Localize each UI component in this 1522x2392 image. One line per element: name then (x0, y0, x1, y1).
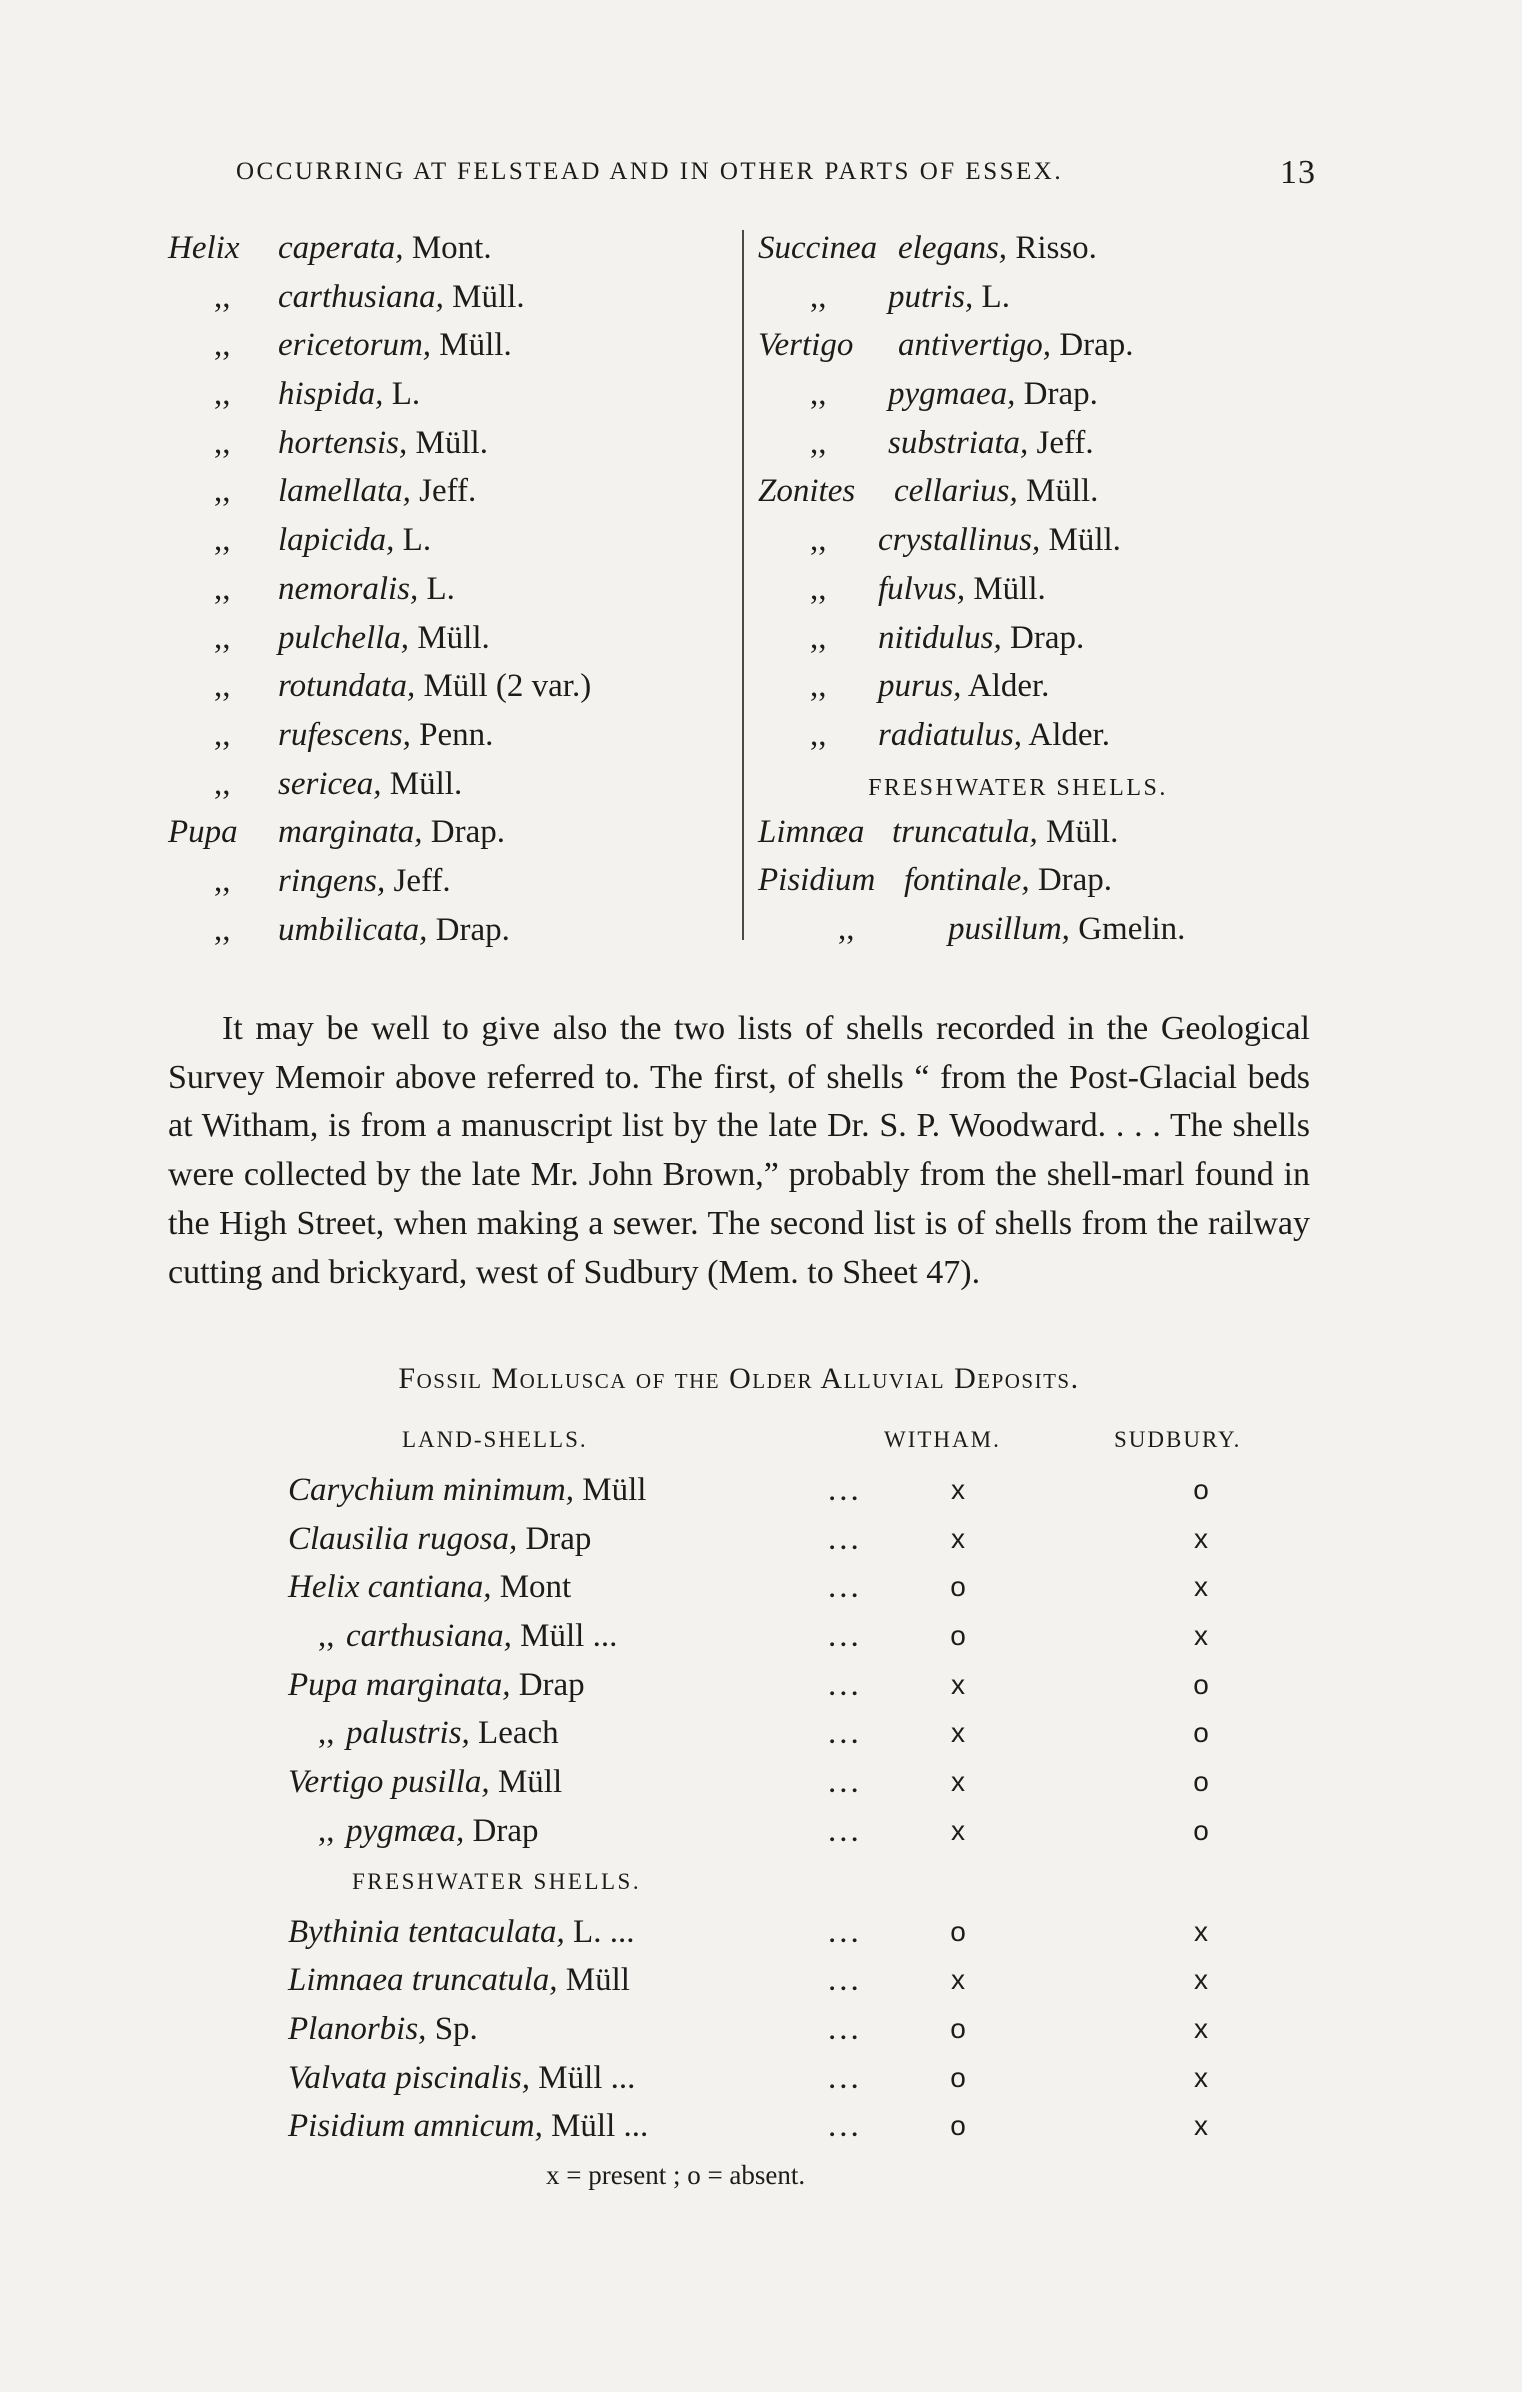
species-cell (288, 1956, 630, 2005)
species-entry (758, 711, 1358, 760)
ditto-mark: ,, (810, 278, 827, 315)
species-epithet: ericetorum, (278, 327, 432, 364)
species-name (278, 906, 510, 955)
species-author: Müll. (1017, 473, 1099, 510)
species-name (888, 419, 1094, 468)
leader-dots: ... (828, 1715, 862, 1752)
species-entry (758, 565, 1358, 614)
table-row (288, 1515, 1338, 1564)
species-entry (168, 370, 728, 419)
species-epithet: pygmaea, (888, 376, 1016, 413)
leader-dots: ... (828, 2059, 862, 2096)
species-entry (168, 760, 728, 809)
witham-cell: o (950, 2110, 966, 2142)
table-row (288, 1908, 1338, 1957)
witham-cell: o (950, 2012, 966, 2044)
species-epithet: truncatula, (892, 813, 1038, 850)
species-author: Alder. (961, 668, 1050, 705)
species-entry (758, 467, 1358, 516)
witham-cell: x (951, 1814, 965, 1846)
species-author: Jeff. (410, 473, 477, 510)
species-entry (168, 273, 728, 322)
species-epithet: caperata, (278, 230, 404, 266)
species-entry (168, 662, 728, 711)
species-name (894, 467, 1098, 516)
species-epithet: hortensis, (278, 424, 408, 461)
sudbury-cell: x (1194, 1964, 1208, 1996)
species-cell (288, 2005, 478, 2054)
body-paragraph (168, 1005, 1310, 1297)
species-author: Leach (469, 1715, 559, 1752)
ditto-mark: ,, (810, 424, 827, 461)
ditto-mark: ,, (214, 327, 231, 364)
genus-name: Pupa (168, 814, 238, 851)
species-epithet: substriata, (888, 424, 1029, 461)
species-author: Müll. (409, 619, 490, 656)
species-epithet: pusillum, (948, 910, 1070, 947)
ditto-mark: ,, (214, 278, 231, 315)
freshwater-subheading-text: FRESHWATER SHELLS. (352, 1868, 642, 1894)
table-row (288, 1807, 1338, 1856)
ditto-mark: ,, (318, 1812, 335, 1849)
species-cell (318, 1709, 559, 1758)
column-header-land-shells: LAND-SHELLS. (402, 1427, 588, 1452)
species-cell (318, 1807, 539, 1856)
species-author: Risso. (1007, 230, 1097, 266)
species-epithet: fontinale, (904, 862, 1030, 899)
species-entry (758, 662, 1358, 711)
ditto-mark: ,, (214, 522, 231, 559)
species-entry (168, 711, 728, 760)
species-entry (168, 614, 728, 663)
species-columns (168, 224, 1328, 994)
ditto-mark: ,, (810, 668, 827, 705)
witham-cell: x (951, 1766, 965, 1798)
species-italic: Vertigo pusilla, (288, 1764, 490, 1801)
sudbury-cell: o (1193, 1717, 1209, 1749)
species-author: Müll (557, 1962, 630, 1999)
mollusca-table (288, 1466, 1338, 2151)
witham-cell: x (951, 1474, 965, 1505)
witham-cell: o (950, 2061, 966, 2093)
species-name (278, 760, 462, 809)
species-entry (168, 224, 728, 273)
species-name (888, 370, 1098, 419)
species-epithet: purus, (878, 668, 962, 705)
species-italic: Bythinia tentaculata, (288, 1913, 565, 1950)
table-row (288, 1563, 1338, 1612)
species-cell (288, 1515, 591, 1564)
ditto-mark: ,, (318, 1618, 335, 1655)
witham-cell: o (950, 1571, 966, 1603)
species-name (878, 711, 1110, 760)
ditto-mark: ,, (810, 619, 827, 656)
species-entry (758, 273, 1358, 322)
species-entry (758, 614, 1358, 663)
leader-dots: ... (828, 1618, 862, 1655)
leader-dots: ... (828, 2010, 862, 2047)
species-name (278, 273, 525, 322)
ditto-mark: ,, (838, 910, 855, 947)
ditto-mark: ,, (214, 424, 231, 461)
leader-dots: ... (828, 1764, 862, 1801)
species-name (278, 467, 476, 516)
species-name (278, 224, 492, 273)
species-name (278, 321, 512, 370)
species-italic: Helix cantiana, (288, 1569, 492, 1606)
species-name (278, 711, 493, 760)
species-author: Müll. (965, 570, 1046, 607)
species-entry (758, 856, 1358, 905)
species-epithet: antivertigo, (898, 327, 1052, 364)
species-italic: Planorbis, (288, 2010, 427, 2047)
leader-dots: ... (828, 1666, 862, 1703)
species-author: Alder. (1021, 716, 1110, 753)
species-author: L. ... (564, 1913, 635, 1950)
species-epithet: pulchella, (278, 619, 410, 656)
species-author: Mont. (403, 230, 492, 266)
species-author: Drap. (422, 814, 506, 851)
species-italic: Clausilia rugosa, (288, 1520, 518, 1557)
species-name (278, 662, 591, 711)
species-author: Gmelin. (1069, 910, 1186, 947)
sudbury-cell: o (1193, 1474, 1209, 1505)
species-cell (288, 1661, 585, 1710)
species-author: Jeff. (1028, 424, 1094, 461)
running-title: OCCURRING AT FELSTEAD AND IN OTHER PARTS OF ESSEX. (236, 158, 1064, 185)
species-entry (758, 419, 1358, 468)
genus-name: Pisidium (758, 862, 876, 899)
sudbury-cell: o (1193, 1814, 1209, 1846)
species-entry (168, 565, 728, 614)
species-name (892, 808, 1118, 857)
leader-dots: ... (828, 1962, 862, 1999)
ditto-mark: ,, (214, 765, 231, 802)
species-epithet: rotundata, (278, 668, 416, 705)
genus-name: Succinea (758, 230, 878, 266)
species-name (278, 419, 488, 468)
species-author: Drap (517, 1520, 592, 1557)
species-author: Drap. (1001, 619, 1085, 656)
table-row (288, 2005, 1338, 2054)
sudbury-cell: x (1194, 2012, 1208, 2044)
species-epithet: nitidulus, (878, 619, 1002, 656)
species-epithet: fulvus, (878, 570, 966, 607)
species-epithet: putris, (888, 278, 974, 315)
species-author: Müll. (431, 327, 512, 364)
species-entry (758, 224, 1358, 273)
species-author: Müll. (381, 765, 463, 802)
ditto-mark: ,, (214, 619, 231, 656)
sudbury-cell: x (1194, 1571, 1208, 1603)
species-entry (758, 321, 1358, 370)
sudbury-cell: x (1194, 1620, 1208, 1652)
table-row (288, 1956, 1338, 2005)
page-number: 13 (1280, 154, 1316, 191)
species-italic: Pupa marginata, (288, 1666, 511, 1703)
species-epithet: carthusiana, (278, 278, 444, 315)
species-italic: Valvata piscinalis, (288, 2059, 530, 2096)
species-cell (288, 2102, 648, 2151)
species-author: Penn. (410, 716, 494, 753)
species-italic: Limnaea truncatula, (288, 1962, 558, 1999)
species-epithet: umbilicata, (278, 911, 428, 948)
species-author: Müll. (443, 278, 525, 315)
species-entry (168, 516, 728, 565)
sudbury-cell: o (1193, 1766, 1209, 1798)
ditto-mark: ,, (318, 1715, 335, 1752)
species-epithet: nemoralis, (278, 570, 419, 607)
species-name (278, 857, 451, 906)
genus-name: Limnæa (758, 813, 865, 850)
species-name (878, 662, 1049, 711)
species-name (888, 273, 1010, 322)
species-author: L. (973, 278, 1010, 315)
species-epithet: sericea, (278, 765, 382, 802)
sudbury-cell: o (1193, 1668, 1209, 1700)
species-entry (758, 516, 1358, 565)
species-author: Müll. (1040, 522, 1121, 559)
species-author: Drap (510, 1666, 585, 1703)
species-cell (288, 1908, 634, 1957)
sudbury-cell: x (1194, 2110, 1208, 2142)
species-name (948, 905, 1185, 954)
species-epithet: elegans, (898, 230, 1008, 266)
species-cell (288, 2054, 635, 2103)
left-species-list (168, 224, 728, 954)
species-italic: pygmæa, (346, 1812, 465, 1849)
species-author: L. (383, 376, 421, 413)
ditto-mark: ,, (214, 668, 231, 705)
ditto-mark: ,, (810, 376, 827, 413)
leader-dots: ... (828, 2108, 862, 2145)
species-name (278, 565, 455, 614)
ditto-mark: ,, (810, 522, 827, 559)
species-author: Müll ... (511, 1618, 618, 1655)
ditto-mark: ,, (214, 473, 231, 510)
species-name (278, 370, 420, 419)
freshwater-shells-heading: FRESHWATER SHELLS. (868, 774, 1168, 801)
species-cell (288, 1758, 562, 1807)
species-epithet: rufescens, (278, 716, 411, 753)
species-epithet: hispida, (278, 376, 384, 413)
species-entry (758, 370, 1358, 419)
species-entry (758, 808, 1358, 857)
species-author: Drap. (1015, 376, 1098, 413)
species-author: Müll ... (530, 2059, 636, 2096)
species-epithet: marginata, (278, 814, 423, 851)
species-epithet: radiatulus, (878, 716, 1022, 753)
species-author: Müll. (407, 424, 488, 461)
species-author: Mont (491, 1569, 572, 1606)
sudbury-cell: x (1194, 1522, 1208, 1554)
column-divider (742, 230, 744, 940)
species-name (278, 614, 490, 663)
table-legend: x = present ; o = absent. (546, 2160, 806, 2190)
ditto-mark: ,, (214, 862, 231, 899)
running-header (236, 154, 1316, 191)
table-row (288, 1758, 1338, 1807)
table-row (288, 2054, 1338, 2103)
species-author: L. (394, 522, 432, 559)
ditto-mark: ,, (810, 570, 827, 607)
species-author: Müll (489, 1764, 563, 1801)
species-entry (168, 808, 728, 857)
sudbury-cell: x (1194, 1915, 1208, 1947)
witham-cell: x (951, 1964, 965, 1996)
species-entry (168, 906, 728, 955)
species-entry (168, 419, 728, 468)
ditto-mark: ,, (810, 716, 827, 753)
ditto-mark: ,, (214, 570, 231, 607)
witham-cell: x (951, 1717, 965, 1749)
species-author: Drap. (1029, 862, 1113, 899)
table-row (288, 1466, 1338, 1515)
species-author: Drap. (1051, 327, 1134, 364)
species-entry (168, 857, 728, 906)
witham-cell: o (950, 1915, 966, 1947)
species-name (898, 321, 1134, 370)
species-italic: carthusiana, (346, 1618, 512, 1655)
paragraph-text: It may be well to give also the two lists of shells recorded in the Geological Survey Memoir above referred to. The first, of shells “ from the Post-Glacial beds at Witham, is from a manuscript list by the late Dr. S. P. Woodward. . . . The shells were collected by the late Mr. John Brown,” probably from the shell-marl found in the High Street, when making a sewer. The second list is of shells from the railway cutting and brickyard, west of Sudbury (Mem. to Sheet 47). (168, 1010, 1310, 1291)
species-italic: palustris, (346, 1715, 470, 1752)
species-cell (288, 1466, 646, 1515)
genus-name: Vertigo (758, 327, 854, 364)
leader-dots: ... (828, 1569, 862, 1606)
table-row (288, 2102, 1338, 2151)
column-header-witham: WITHAM. (884, 1427, 1001, 1452)
species-author: L. (418, 570, 455, 607)
genus-name: Helix (168, 230, 240, 266)
witham-cell: x (951, 1522, 965, 1554)
species-author: Sp. (426, 2010, 478, 2047)
species-cell (318, 1612, 618, 1661)
table-row (288, 1709, 1338, 1758)
species-entry (168, 321, 728, 370)
table-row (288, 1612, 1338, 1661)
leader-dots: ... (828, 1913, 862, 1950)
column-header-sudbury: SUDBURY. (1114, 1427, 1242, 1452)
right-species-list (758, 224, 1358, 954)
leader-dots: ... (828, 1520, 862, 1557)
table-row (288, 1661, 1338, 1710)
species-author: Jeff. (385, 862, 451, 899)
species-cell (288, 1563, 571, 1612)
species-italic: Carychium minimum, (288, 1472, 574, 1508)
species-name (278, 808, 505, 857)
species-entry (758, 905, 1358, 954)
species-name (904, 856, 1112, 905)
ditto-mark: ,, (214, 376, 231, 413)
freshwater-shells-subheading (288, 1856, 1338, 1908)
species-author: Müll ... (542, 2108, 649, 2145)
species-italic: Pisidium amnicum, (288, 2108, 543, 2145)
ditto-mark: ,, (214, 911, 231, 948)
witham-cell: x (951, 1668, 965, 1700)
species-author: Drap. (427, 911, 510, 948)
species-name (278, 516, 431, 565)
witham-cell: o (950, 1620, 966, 1652)
ditto-mark: ,, (214, 716, 231, 753)
species-author: Müll (2 var.) (415, 668, 592, 705)
leader-dots: ... (828, 1812, 862, 1849)
genus-name: Zonites (758, 473, 856, 510)
sudbury-cell: x (1194, 2061, 1208, 2093)
species-epithet: ringens, (278, 862, 386, 899)
species-epithet: cellarius, (894, 473, 1018, 510)
species-author: Müll (573, 1472, 647, 1508)
species-entry (168, 467, 728, 516)
species-name (878, 565, 1046, 614)
species-epithet: lamellata, (278, 473, 411, 510)
species-name (878, 614, 1084, 663)
species-name (878, 516, 1121, 565)
species-epithet: lapicida, (278, 522, 395, 559)
species-epithet: crystallinus, (878, 522, 1041, 559)
table-title: Fossil Mollusca of the Older Alluvial Deposits. (398, 1362, 1080, 1395)
leader-dots: ... (828, 1472, 862, 1508)
species-name (898, 224, 1097, 273)
species-author: Müll. (1037, 813, 1119, 850)
species-author: Drap (464, 1812, 539, 1849)
